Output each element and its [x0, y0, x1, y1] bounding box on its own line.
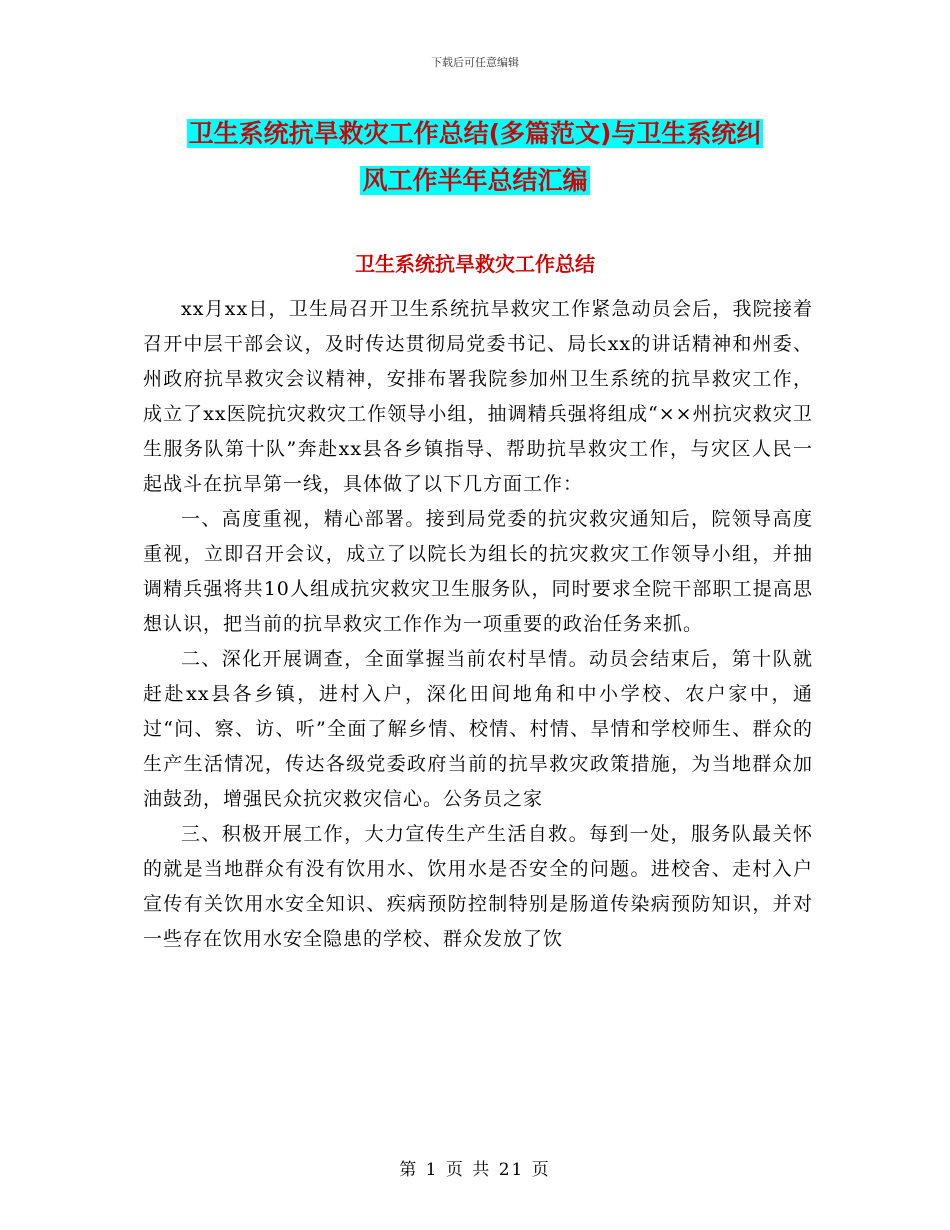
- paragraph: 一、高度重视，精心部署。接到局党委的抗灾救灾通知后，院领导高度重视，立即召开会议，成立了以院长为组长的抗灾救灾工作领导小组，并抽调精兵强将共10人组成抗灾救灾卫生服务队，同时要求全院干部职工提高思想认识，把当前的抗旱救灾工作作为一项重要的政治任务来抓。: [143, 508, 813, 635]
- paragraph: xx月xx日，卫生局召开卫生系统抗旱救灾工作紧急动员会后，我院接着召开中层干部会议，及时传达贯彻局党委书记、局长xx的讲话精神和州委、州政府抗旱救灾会议精神，安排布署我院参加州卫生系统的抗旱救灾工作，成立了xx医院抗灾救灾工作领导小组，抽调精兵强将组成“××州抗灾救灾卫生服务队第十队”奔赴xx县各乡镇指导、帮助抗旱救灾工作，与灾区人民一起战斗在抗旱第一线，具体做了以下几方面工作：: [143, 298, 813, 495]
- title-line-1: 卫生系统抗旱救灾工作总结(多篇范文)与卫生系统纠: [188, 119, 762, 148]
- paragraph: 三、积极开展工作，大力宣传生产生活自救。每到一处，服务队最关怀的就是当地群众有没有饮用水、饮用水是否安全的问题。进校舍、走村入户宣传有关饮用水安全知识、疾病预防控制特别是肠道传染病预防知识，并对一些存在饮用水安全隐患的学校、群众发放了饮: [143, 823, 813, 950]
- page-number: 第 1 页 共 21 页: [399, 1160, 551, 1180]
- header-note: 下载后可任意编辑: [431, 56, 519, 69]
- document-title: [0, 110, 950, 204]
- section-heading: 卫生系统抗旱救灾工作总结: [355, 252, 595, 276]
- paragraph: 二、深化开展调查，全面掌握当前农村旱情。动员会结束后，第十队就赶赴xx县各乡镇，进村入户，深化田间地角和中小学校、农户家中，通过“问、察、访、听”全面了解乡情、校情、村情、旱情和学校师生、群众的生产生活情况，传达各级党委政府当前的抗旱救灾政策措施，为当地群众加油鼓劲，增强民众抗灾救灾信心。公务员之家: [143, 648, 813, 810]
- title-line-2: 风工作半年总结汇编: [362, 166, 588, 195]
- document-body: [143, 292, 813, 957]
